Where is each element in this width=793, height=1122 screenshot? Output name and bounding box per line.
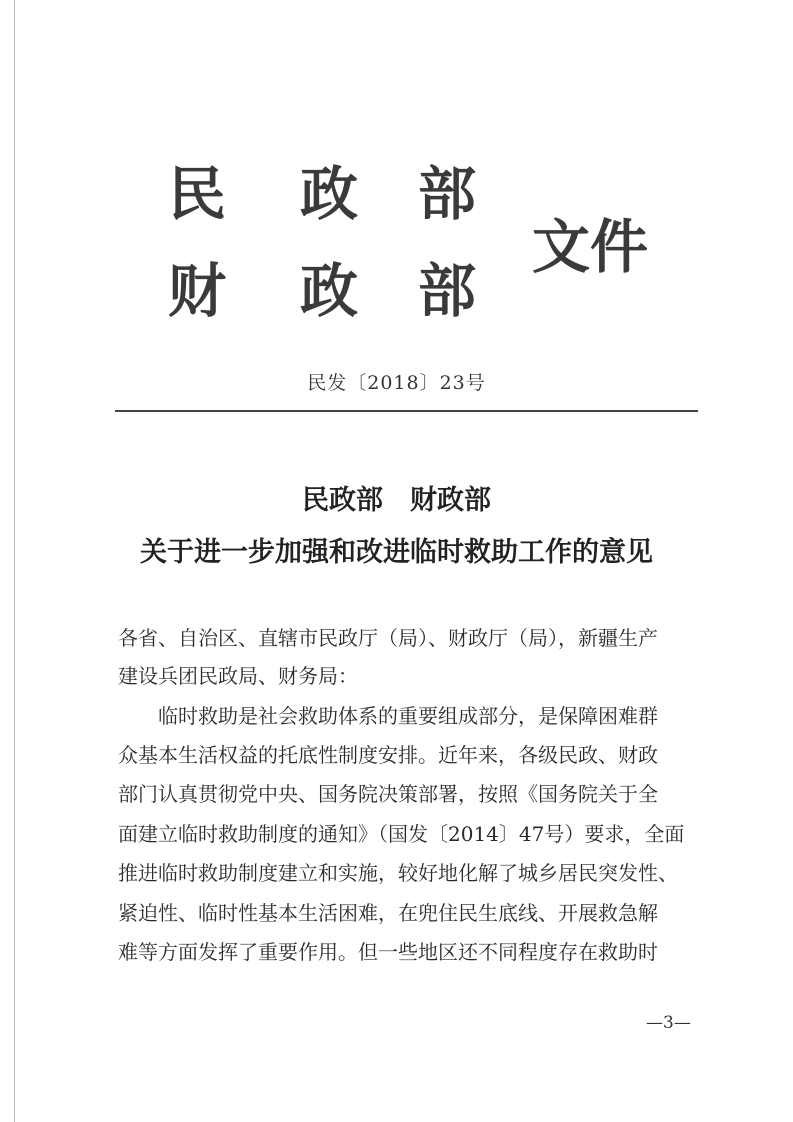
issuer-char: 政 — [300, 257, 359, 325]
document-title-issuers: 民政部 财政部 — [302, 485, 491, 516]
issuer-char: 民 — [168, 160, 227, 228]
body-line: 各省、自治区、直辖市民政厅（局）、财政厅（局），新疆生产 — [118, 626, 658, 650]
document-type-label — [0, 213, 793, 288]
issuer-char: 部 — [418, 160, 477, 228]
header-divider — [115, 410, 698, 412]
page-number: —3— — [646, 1013, 691, 1033]
doc-type-char: 件 — [590, 213, 649, 281]
body-line: 难等方面发挥了重要作用。但一些地区还不同程度存在救助时 — [118, 940, 658, 964]
body-line: 推进临时救助制度建立和实施，较好地化解了城乡居民突发性、 — [118, 861, 678, 885]
body-line: 临时救助是社会救助体系的重要组成部分，是保障困难群 — [158, 704, 658, 728]
doc-type-char: 文 — [532, 213, 591, 281]
issuer-char: 财 — [168, 257, 227, 325]
body-line: 面建立临时救助制度的通知》（国发〔2014〕47号）要求，全面 — [118, 822, 685, 846]
issuer-char: 部 — [418, 257, 477, 325]
body-line: 部门认真贯彻党中央、国务院决策部署，按照《国务院关于全 — [118, 782, 658, 806]
issuer-char: 政 — [300, 160, 359, 228]
body-line: 众基本生活权益的托底性制度安排。近年来，各级民政、财政 — [118, 743, 658, 767]
document-number: 民发〔2018〕23号 — [307, 372, 486, 394]
document-title: 关于进一步加强和改进临时救助工作的意见 — [140, 537, 653, 568]
body-line: 紧迫性、临时性基本生活困难，在兜住民生底线、开展救急解 — [118, 901, 658, 925]
body-line: 建设兵团民政局、财务局： — [118, 664, 358, 688]
